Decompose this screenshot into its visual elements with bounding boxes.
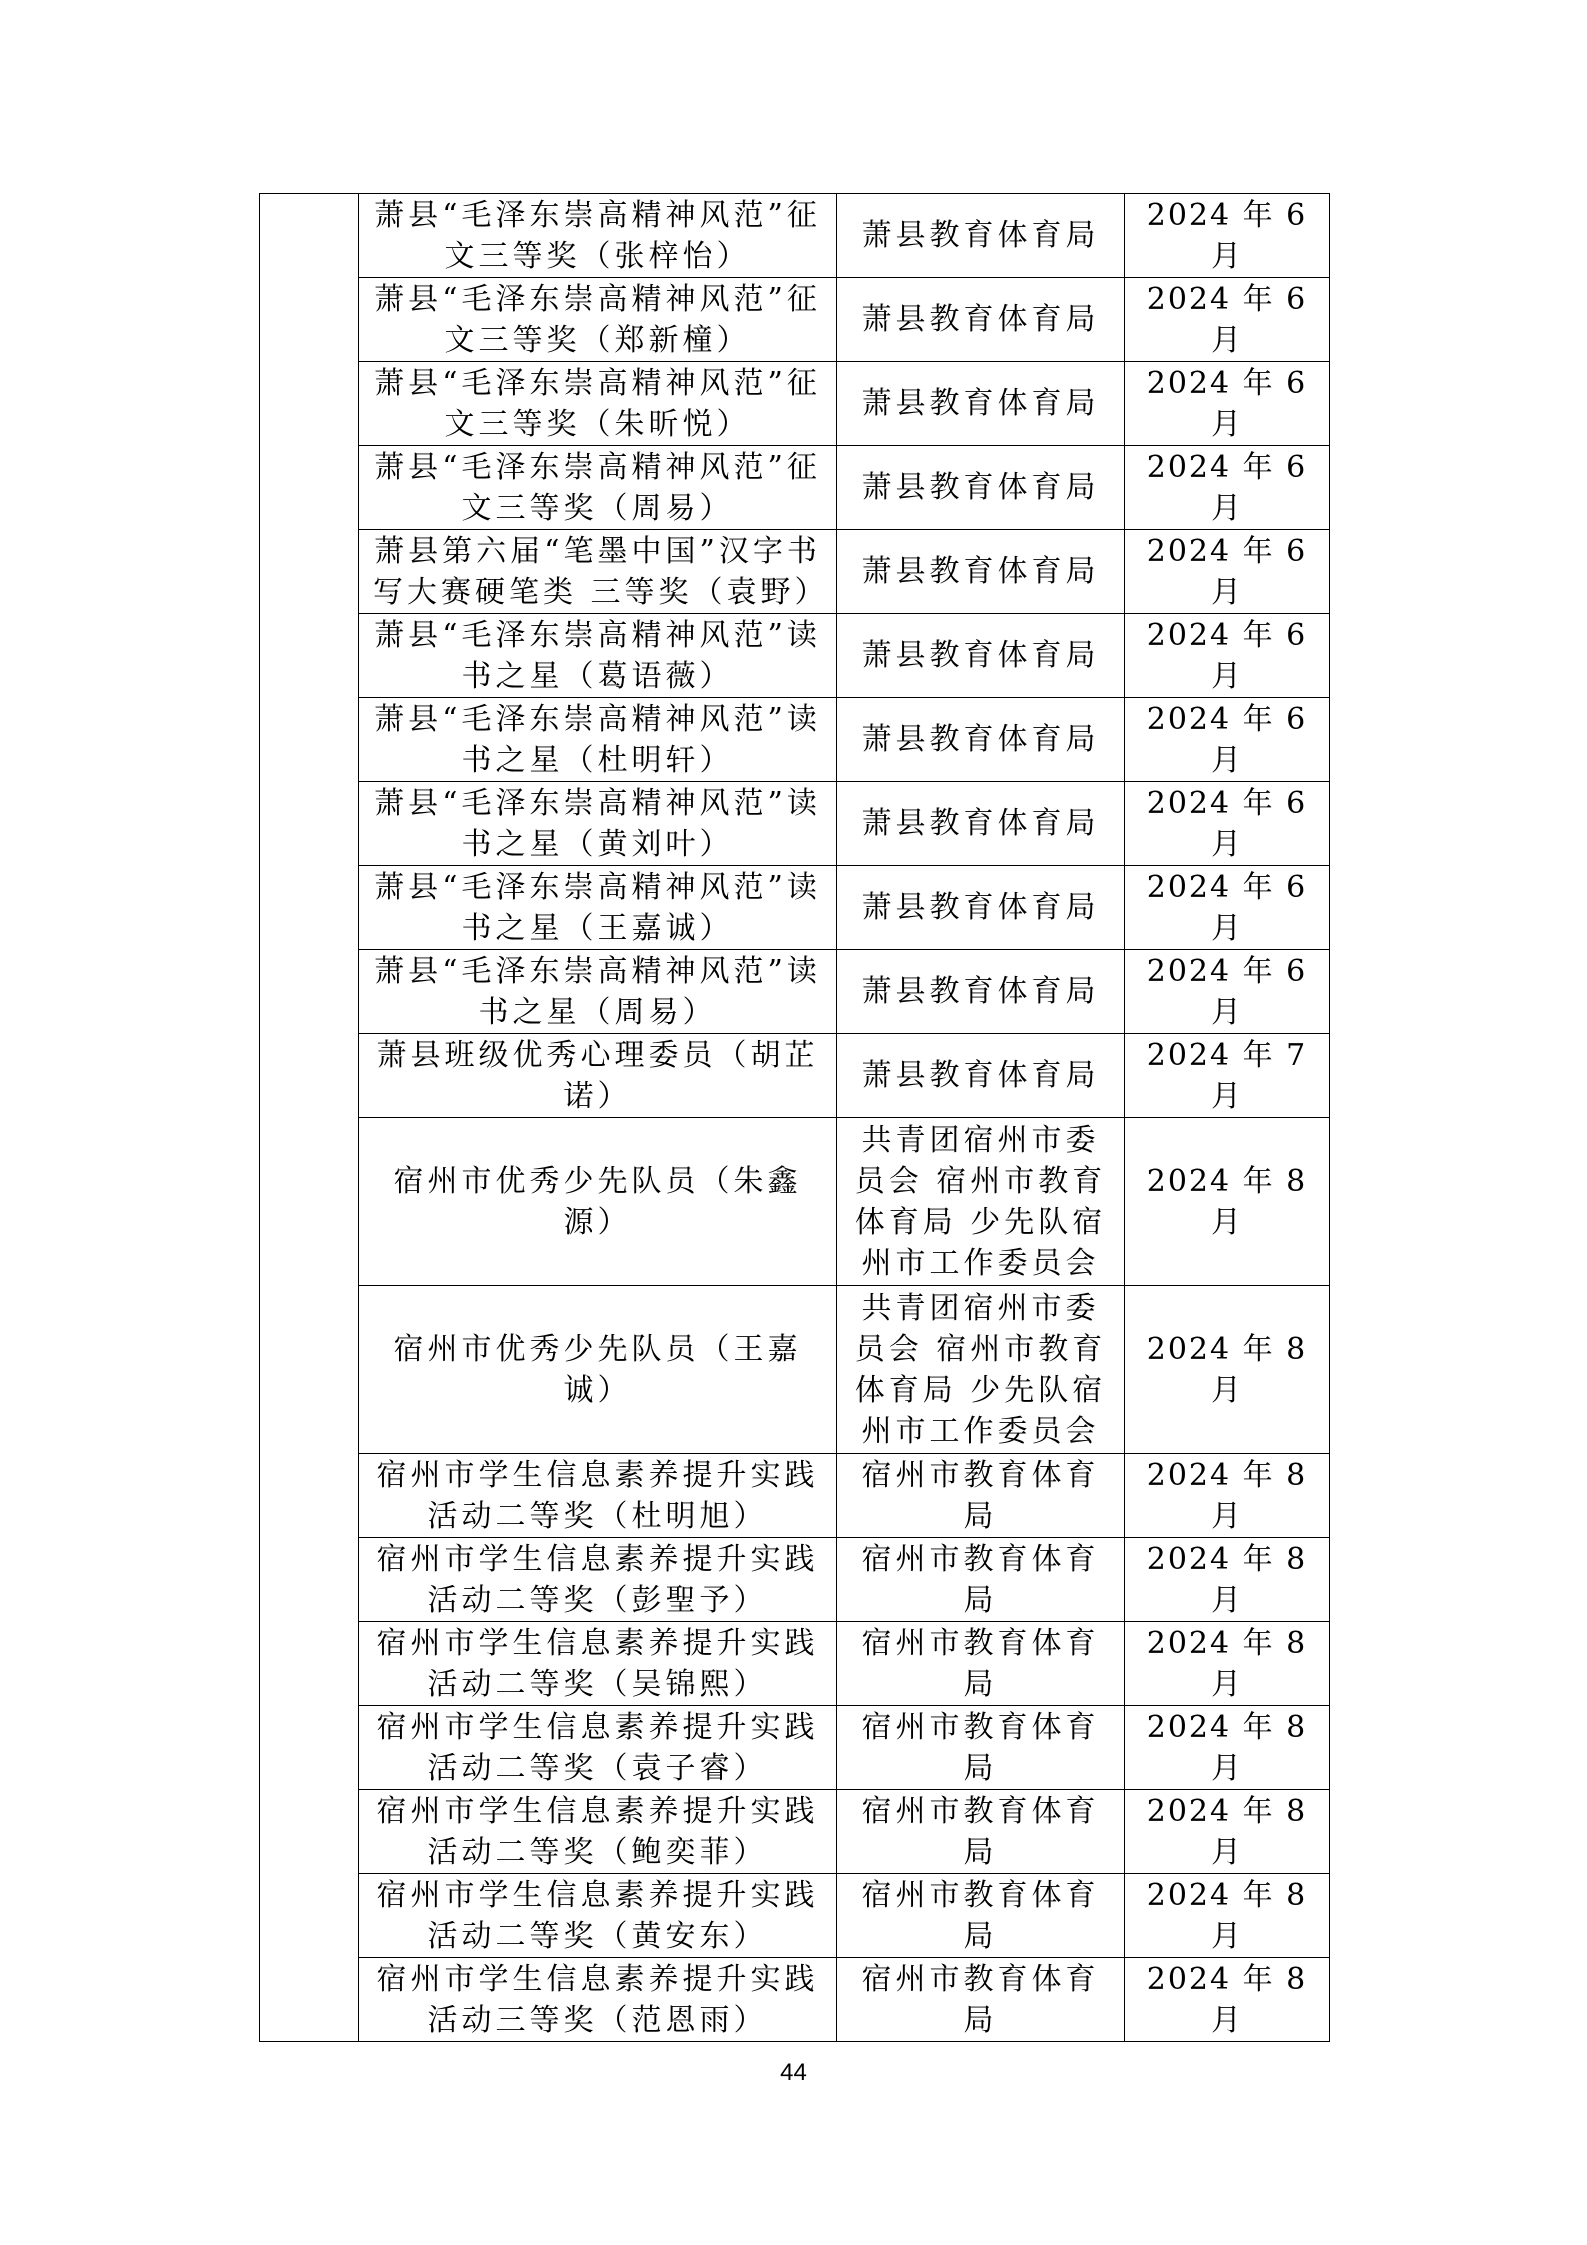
award-name-cell: 宿州市学生信息素养提升实践活动三等奖（范恩雨） <box>359 1958 837 2042</box>
issuer-cell: 萧县教育体育局 <box>837 362 1125 446</box>
table-row <box>260 614 1330 698</box>
award-name-cell: 萧县第六届“笔墨中国”汉字书写大赛硬笔类 三等奖（袁野） <box>359 530 837 614</box>
issuer-cell: 萧县教育体育局 <box>837 950 1125 1034</box>
award-name-cell: 宿州市学生信息素养提升实践活动二等奖（黄安东） <box>359 1874 837 1958</box>
award-name-cell: 宿州市学生信息素养提升实践活动二等奖（袁子睿） <box>359 1706 837 1790</box>
table-row <box>260 194 1330 278</box>
award-name-cell: 萧县“毛泽东崇高精神风范”读书之星（黄刘叶） <box>359 782 837 866</box>
table-row <box>260 1454 1330 1538</box>
award-name-cell: 萧县“毛泽东崇高精神风范”征文三等奖（张梓怡） <box>359 194 837 278</box>
date-cell: 2024 年 8 月 <box>1125 1706 1330 1790</box>
date-cell: 2024 年 8 月 <box>1125 1790 1330 1874</box>
issuer-cell: 宿州市教育体育局 <box>837 1622 1125 1706</box>
table-row <box>260 278 1330 362</box>
awards-table-body <box>260 194 1330 2042</box>
issuer-cell: 萧县教育体育局 <box>837 446 1125 530</box>
award-name-cell: 宿州市优秀少先队员（朱鑫源） <box>359 1118 837 1286</box>
award-name-cell: 宿州市学生信息素养提升实践活动二等奖（彭聖予） <box>359 1538 837 1622</box>
date-cell: 2024 年 8 月 <box>1125 1874 1330 1958</box>
date-cell: 2024 年 6 月 <box>1125 950 1330 1034</box>
awards-table <box>259 193 1330 2042</box>
table-row <box>260 1034 1330 1118</box>
issuer-cell: 萧县教育体育局 <box>837 866 1125 950</box>
table-row <box>260 866 1330 950</box>
date-cell: 2024 年 8 月 <box>1125 1286 1330 1454</box>
page-number: 44 <box>780 2059 807 2086</box>
issuer-cell: 宿州市教育体育局 <box>837 1874 1125 1958</box>
issuer-cell: 宿州市教育体育局 <box>837 1706 1125 1790</box>
table-row <box>260 950 1330 1034</box>
date-cell: 2024 年 8 月 <box>1125 1118 1330 1286</box>
table-row <box>260 1958 1330 2042</box>
award-name-cell: 萧县“毛泽东崇高精神风范”读书之星（葛语薇） <box>359 614 837 698</box>
award-name-cell: 宿州市学生信息素养提升实践活动二等奖（鲍奕菲） <box>359 1790 837 1874</box>
award-name-cell: 萧县“毛泽东崇高精神风范”征文三等奖（朱昕悦） <box>359 362 837 446</box>
date-cell: 2024 年 8 月 <box>1125 1538 1330 1622</box>
date-cell: 2024 年 8 月 <box>1125 1454 1330 1538</box>
date-cell: 2024 年 6 月 <box>1125 446 1330 530</box>
date-cell: 2024 年 8 月 <box>1125 1958 1330 2042</box>
date-cell: 2024 年 6 月 <box>1125 530 1330 614</box>
issuer-cell: 宿州市教育体育局 <box>837 1538 1125 1622</box>
date-cell: 2024 年 6 月 <box>1125 278 1330 362</box>
award-name-cell: 萧县“毛泽东崇高精神风范”读书之星（周易） <box>359 950 837 1034</box>
date-cell: 2024 年 6 月 <box>1125 782 1330 866</box>
award-name-cell: 宿州市学生信息素养提升实践活动二等奖（吴锦熙） <box>359 1622 837 1706</box>
table-row <box>260 782 1330 866</box>
issuer-cell: 宿州市教育体育局 <box>837 1454 1125 1538</box>
date-cell: 2024 年 6 月 <box>1125 866 1330 950</box>
award-name-cell: 宿州市优秀少先队员（王嘉诚） <box>359 1286 837 1454</box>
table-row <box>260 530 1330 614</box>
date-cell: 2024 年 8 月 <box>1125 1622 1330 1706</box>
table-row <box>260 1538 1330 1622</box>
table-row <box>260 1118 1330 1286</box>
issuer-cell: 萧县教育体育局 <box>837 530 1125 614</box>
issuer-cell: 宿州市教育体育局 <box>837 1958 1125 2042</box>
table-row <box>260 1790 1330 1874</box>
issuer-cell: 共青团宿州市委员会 宿州市教育体育局 少先队宿州市工作委员会 <box>837 1118 1125 1286</box>
issuer-cell: 萧县教育体育局 <box>837 194 1125 278</box>
date-cell: 2024 年 6 月 <box>1125 698 1330 782</box>
table-row <box>260 1706 1330 1790</box>
date-cell: 2024 年 7 月 <box>1125 1034 1330 1118</box>
date-cell: 2024 年 6 月 <box>1125 614 1330 698</box>
issuer-cell: 萧县教育体育局 <box>837 698 1125 782</box>
issuer-cell: 宿州市教育体育局 <box>837 1790 1125 1874</box>
table-row <box>260 1286 1330 1454</box>
date-cell: 2024 年 6 月 <box>1125 362 1330 446</box>
award-name-cell: 萧县“毛泽东崇高精神风范”征文三等奖（郑新橦） <box>359 278 837 362</box>
table-row <box>260 1874 1330 1958</box>
issuer-cell: 萧县教育体育局 <box>837 1034 1125 1118</box>
issuer-cell: 萧县教育体育局 <box>837 782 1125 866</box>
table-row <box>260 1622 1330 1706</box>
award-name-cell: 萧县班级优秀心理委员（胡芷诺） <box>359 1034 837 1118</box>
award-name-cell: 萧县“毛泽东崇高精神风范”读书之星（王嘉诚） <box>359 866 837 950</box>
issuer-cell: 萧县教育体育局 <box>837 614 1125 698</box>
award-name-cell: 萧县“毛泽东崇高精神风范”读书之星（杜明轩） <box>359 698 837 782</box>
award-name-cell: 宿州市学生信息素养提升实践活动二等奖（杜明旭） <box>359 1454 837 1538</box>
award-name-cell: 萧县“毛泽东崇高精神风范”征文三等奖（周易） <box>359 446 837 530</box>
date-cell: 2024 年 6 月 <box>1125 194 1330 278</box>
issuer-cell: 共青团宿州市委员会 宿州市教育体育局 少先队宿州市工作委员会 <box>837 1286 1125 1454</box>
table-row <box>260 698 1330 782</box>
issuer-cell: 萧县教育体育局 <box>837 278 1125 362</box>
table-row <box>260 446 1330 530</box>
table-row <box>260 362 1330 446</box>
category-cell <box>260 194 359 2042</box>
